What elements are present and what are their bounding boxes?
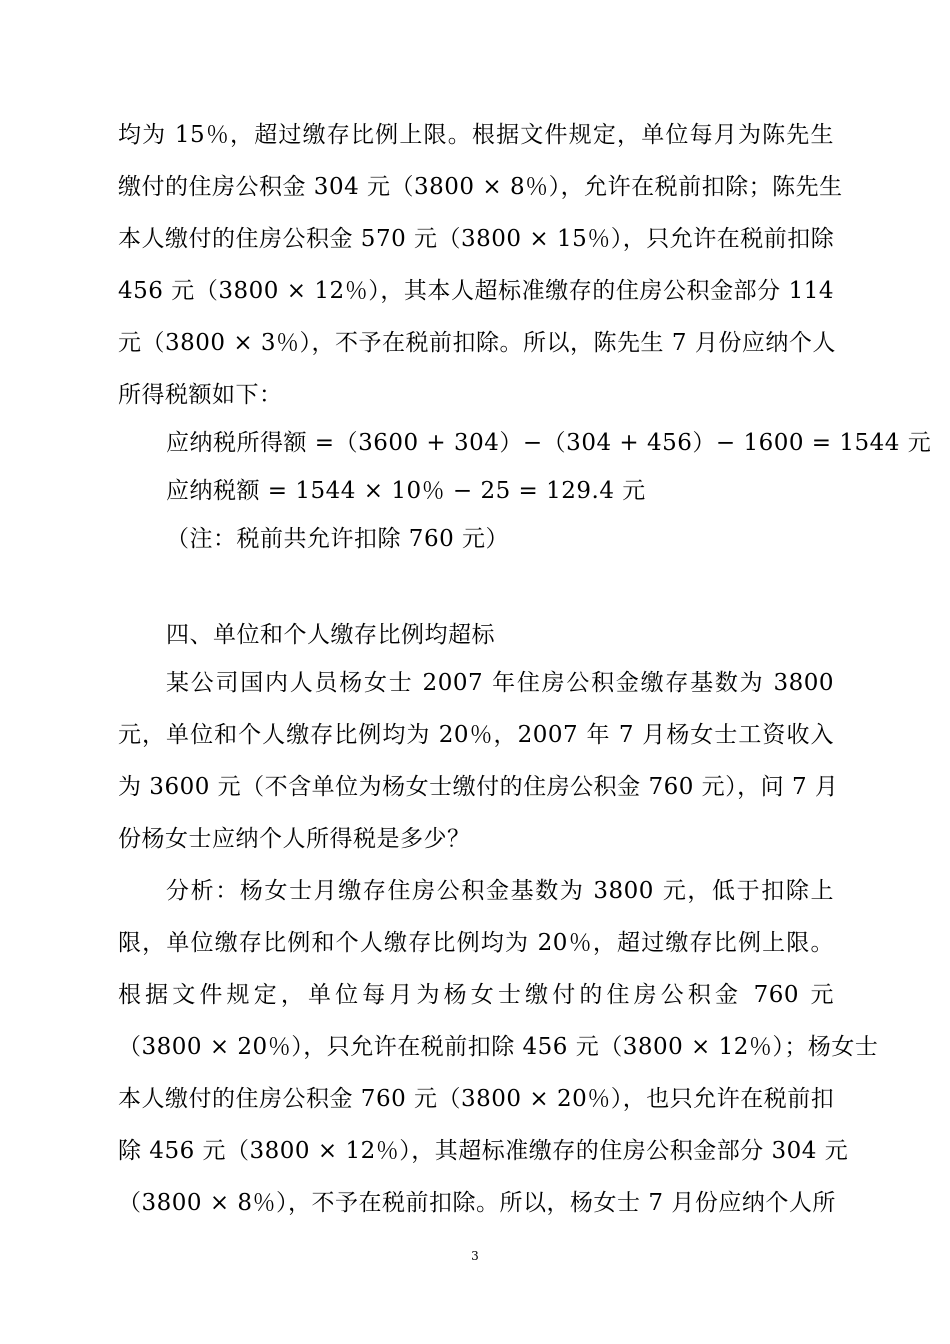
page-number: 3 xyxy=(471,1249,479,1263)
formula-line: 应纳税所得额 =（3600 + 304）−（304 + 456）− 1600 = 1544 元 xyxy=(166,430,932,456)
paragraph-line: 为 3600 元（不含单位为杨女士缴付的住房公积金 760 元），问 7 月 xyxy=(118,774,839,800)
paragraph-line: 除 456 元（3800 × 12％），其超标准缴存的住房公积金部分 304 元 xyxy=(118,1138,849,1164)
note-line: （注：税前共允许扣除 760 元） xyxy=(166,526,510,552)
paragraph-line: 分析：杨女士月缴存住房公积金基数为 3800 元，低于扣除上 xyxy=(166,878,834,904)
paragraph-line: （3800 × 8％），不予在税前扣除。所以，杨女士 7 月份应纳个人所 xyxy=(118,1190,836,1216)
paragraph-line: 缴付的住房公积金 304 元（3800 × 8％），允许在税前扣除；陈先生 xyxy=(118,174,843,200)
section-heading: 四、单位和个人缴存比例均超标 xyxy=(166,622,495,648)
paragraph-line: 456 元（3800 × 12％），其本人超标准缴存的住房公积金部分 114 xyxy=(118,278,834,304)
formula-line: 应纳税额 = 1544 × 10％ − 25 = 129.4 元 xyxy=(166,478,646,504)
paragraph-line: 限，单位缴存比例和个人缴存比例均为 20％，超过缴存比例上限。 xyxy=(118,930,834,956)
paragraph-line: 份杨女士应纳个人所得税是多少？ xyxy=(118,826,471,852)
paragraph-line: 所得税额如下： xyxy=(118,382,283,408)
paragraph-line: 元（3800 × 3％），不予在税前扣除。所以，陈先生 7 月份应纳个人 xyxy=(118,330,836,356)
paragraph-line: 某公司国内人员杨女士 2007 年住房公积金缴存基数为 3800 xyxy=(166,670,834,696)
paragraph-line: （3800 × 20％），只允许在税前扣除 456 元（3800 × 12％）；杨女士 xyxy=(118,1034,879,1060)
paragraph-line: 本人缴付的住房公积金 570 元（3800 × 15％），只允许在税前扣除 xyxy=(118,226,835,252)
paragraph-line: 均为 15％，超过缴存比例上限。根据文件规定，单位每月为陈先生 xyxy=(118,122,834,148)
paragraph-line: 元，单位和个人缴存比例均为 20％，2007 年 7 月杨女士工资收入 xyxy=(118,722,834,748)
paragraph-line: 本人缴付的住房公积金 760 元（3800 × 20％），也只允许在税前扣 xyxy=(118,1086,835,1112)
paragraph-line: 根据文件规定，单位每月为杨女士缴付的住房公积金 760 元 xyxy=(118,982,834,1008)
